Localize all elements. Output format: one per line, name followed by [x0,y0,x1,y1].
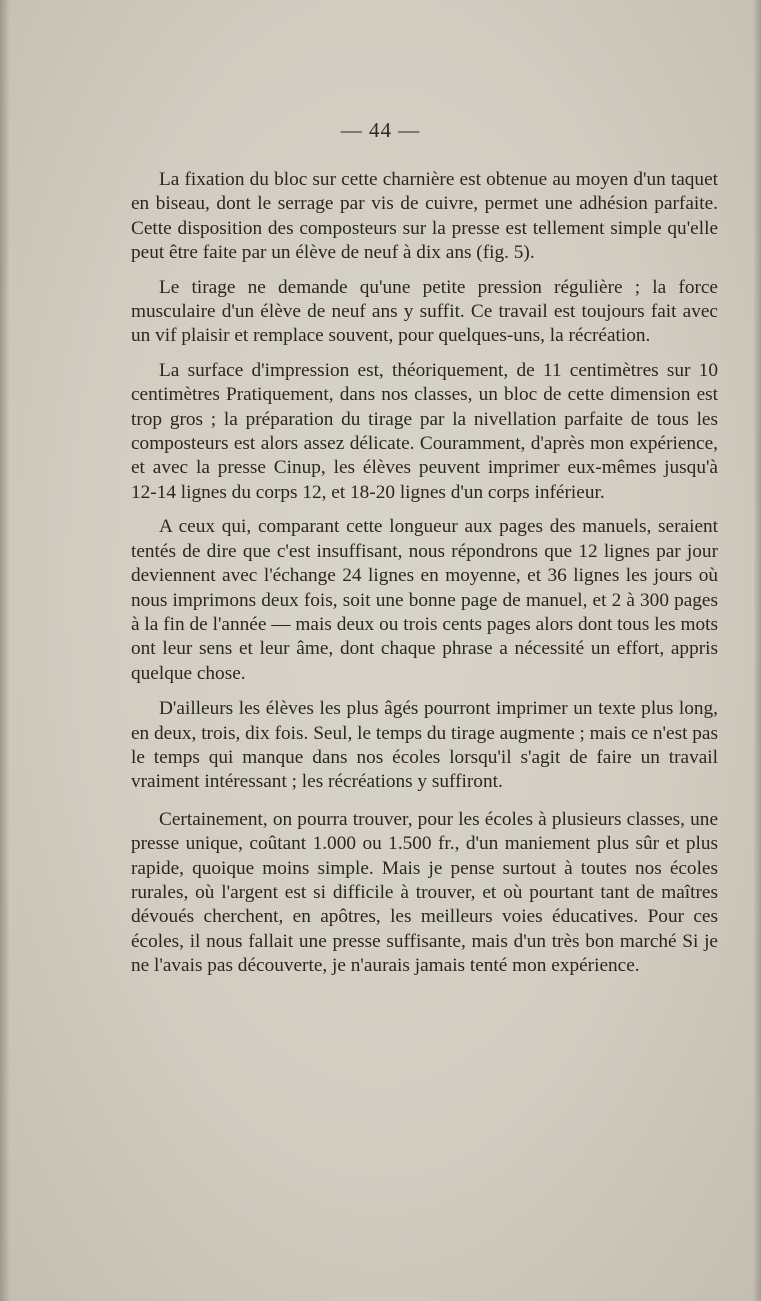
paragraph: D'ailleurs les élèves les plus âgés pourront imprimer un texte plus long, en deux, trois, dix fois. Seul, le temps du tirage augmente ; mais ce n'est pas le temps qui manque dans nos écoles lorsqu'il s'agit de faire un travail vraiment intéressant ; les récréations y suffiront. [131,698,718,793]
paragraph: Le tirage ne demande qu'une petite pression régulière ; la force musculaire d'un élève de neuf ans y suffit. Ce travail est toujours fait avec un vif plaisir et remplace souvent, pour quelques-uns, la récréation. [131,276,718,347]
page-left-edge-shadow [0,0,10,1301]
page-right-edge-shadow [753,0,761,1301]
paragraph: A ceux qui, comparant cette longueur aux pages des manuels, seraient tentés de dire que c'est insuffisant, nous répondrons que 12 lignes par jour deviennent avec l'échange 24 lignes en moyenne, et 36 lignes les jours où nous imprimons deux fois, soit une bonne page de manuel, et 2 à 300 pages à la fin de l'année — mais deux ou trois cents pages alors dont tous les mots ont leur sens et leur âme, dont chaque phrase a nécessité un effort, appris quelque chose. [131,516,718,684]
paragraph: Certainement, on pourra trouver, pour les écoles à plusieurs classes, une presse unique, coûtant 1.000 ou 1.500 fr., d'un maniement plus sûr et plus rapide, quoique moins simple. Mais je pense surtout à toutes nos écoles rurales, où l'argent est si difficile à trouver, et où pourtant tant de maîtres dévoués cherchent, en apôtres, les meilleurs voies éducatives. Pour ces écoles, il nous fallait une presse suffisante, mais d'un très bon marché Si je ne l'avais pas découverte, je n'aurais jamais tenté mon expérience. [131,808,718,977]
page-number: — 44 — [340,118,421,142]
body-text [131,168,718,992]
paragraph: La surface d'impression est, théoriquement, de 11 centimètres sur 10 centimètres Pratiquement, dans nos classes, un bloc de cette dimension est trop gros ; la préparation du tirage par la nivellation parfaite de tous les composteurs est alors assez délicate. Couramment, d'après mon expérience, et avec la presse Cinup, les élèves peuvent imprimer eux-mêmes jusqu'à 12-14 lignes du corps 12, et 18-20 lignes d'un corps inférieur. [131,359,718,503]
paragraph: La fixation du bloc sur cette charnière est obtenue au moyen d'un taquet en biseau, dont le serrage par vis de cuivre, permet une adhésion parfaite. Cette disposition des composteurs sur la presse est tellement simple qu'elle peut être faite par un élève de neuf à dix ans (fig. 5). [131,169,718,264]
